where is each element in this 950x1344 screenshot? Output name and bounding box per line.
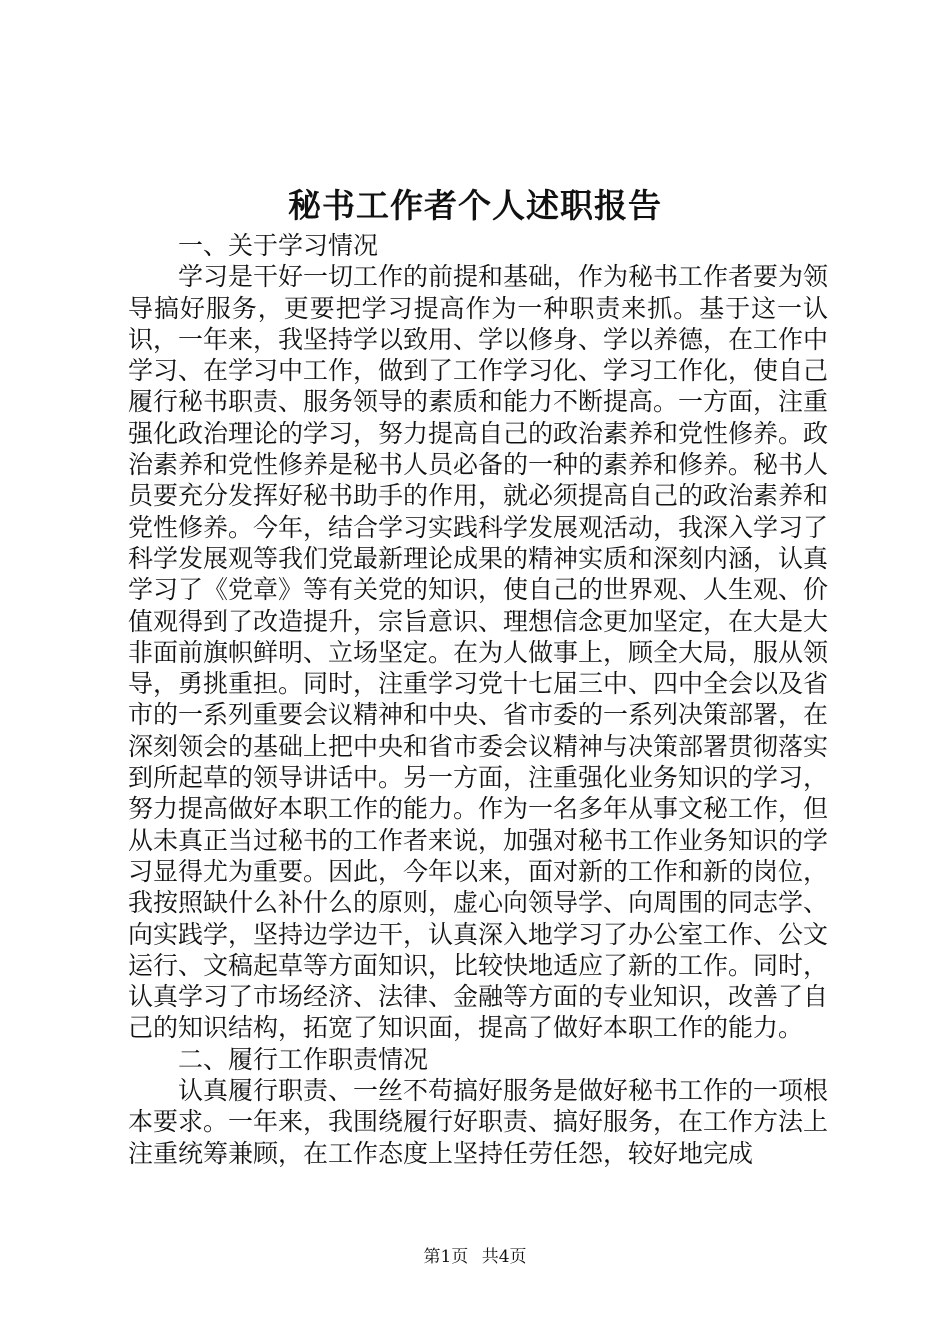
section-heading-study: 一、关于学习情况 bbox=[178, 231, 379, 260]
page-number: 第1页 bbox=[423, 1247, 469, 1267]
page-total: 共4页 bbox=[481, 1247, 527, 1267]
section-heading-duties: 二、履行工作职责情况 bbox=[178, 1044, 429, 1074]
document-body bbox=[128, 230, 828, 1169]
section-paragraph-study: 学习是干好一切工作的前提和基础，作为秘书工作者要为领导搞好服务，更要把学习提高作为一种职责来抓。基于这一认识，一年来，我坚持学以致用、学以修身、学以养德，在工作中学习、在学习中工作，做到了工作学习化、学习工作化，使自己履行秘书职责、服务领导的素质和能力不断提高。一方面，注重强化政治理论的学习，努力提高自己的政治素养和党性修养。政治素养和党性修养是秘书人员必备的一种的素养和修养。秘书人员要充分发挥好秘书助手的作用，就必须提高自己的政治素养和党性修养。今年，结合学习实践科学发展观活动，我深入学习了科学发展观等我们党最新理论成果的精神实质和深刻内涵，认真学习了《党章》等有关党的知识，使自己的世界观、人生观、价值观得到了改造提升，宗旨意识、理想信念更加坚定，在大是大非面前旗帜鲜明、立场坚定。在为人做事上，顾全大局，服从领导，勇挑重担。同时，注重学习党十七届三中、四中全会以及省市的一系列重要会议精神和中央、省市委的一系列决策部署，在深刻领会的基础上把中央和省市委会议精神与决策部署贯彻落实到所起草的领导讲话中。另一方面，注重强化业务知识的学习，努力提高做好本职工作的能力。作为一名多年从事文秘工作，但从未真正当过秘书的工作者来说，加强对秘书工作业务知识的学习显得尤为重要。因此，今年以来，面对新的工作和新的岗位，我按照缺什么补什么的原则，虚心向领导学、向周围的同志学、向实践学，坚持边学边干，认真深入地学习了办公室工作、公文运行、文稿起草等方面知识，比较快地适应了新的工作。同时，认真学习了市场经济、法律、金融等方面的专业知识，改善了自己的知识结构，拓宽了知识面，提高了做好本职工作的能力。 bbox=[128, 262, 829, 1043]
section-paragraph-duties: 认真履行职责、一丝不苟搞好服务是做好秘书工作的一项根本要求。一年来，我围绕履行好职责、搞好服务，在工作方法上注重统筹兼顾，在工作态度上坚持任劳任怨，较好地完成 bbox=[128, 1076, 829, 1168]
document-title: 秘书工作者个人述职报告 bbox=[288, 186, 662, 225]
page-footer bbox=[0, 1246, 950, 1268]
